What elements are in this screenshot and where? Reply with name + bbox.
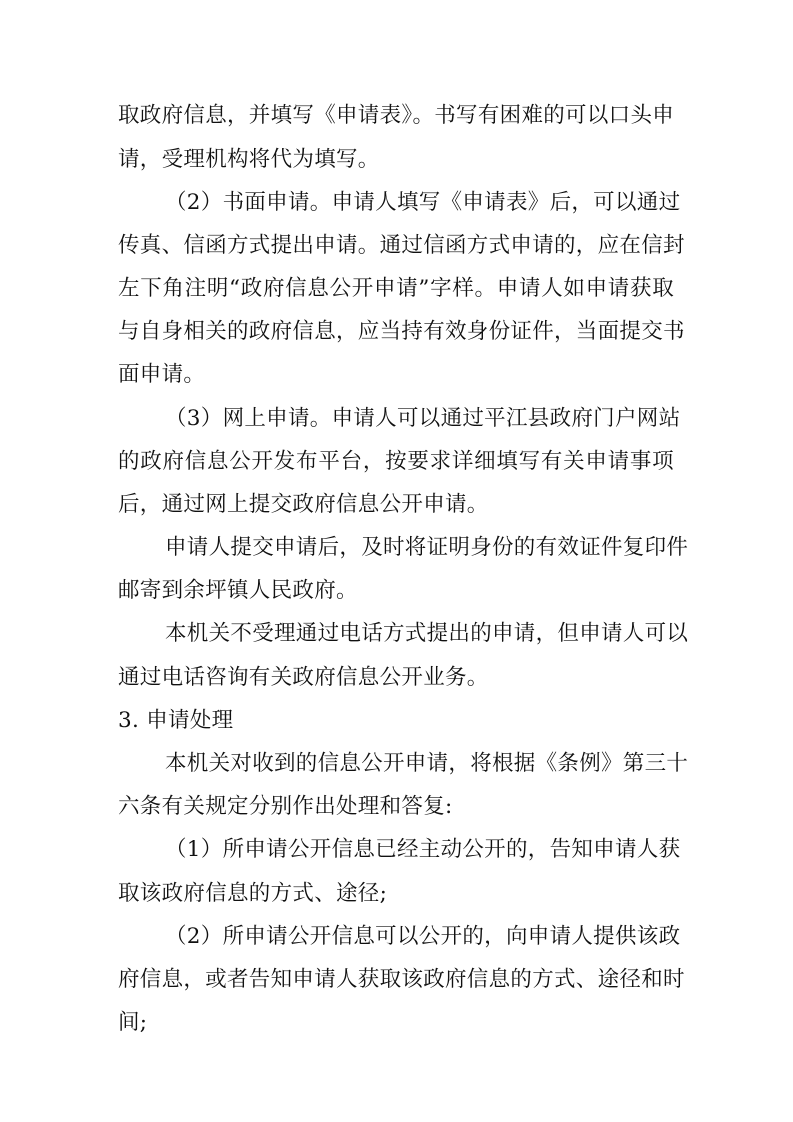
text-line: 邮寄到余坪镇人民政府。: [118, 578, 358, 603]
text-line: （1）所申请公开信息已经主动公开的，告知申请人获: [165, 837, 681, 862]
text-line: （3）网上申请。申请人可以通过平江县政府门户网站: [165, 406, 681, 431]
text-line: （2）书面申请。申请人填写《申请表》后，可以通过: [165, 190, 681, 215]
text-line: 取政府信息，并填写《申请表》。书写有困难的可以口头申: [118, 103, 675, 128]
text-line: 六条有关规定分别作出处理和答复:: [118, 794, 453, 819]
text-line: 间;: [118, 1010, 148, 1035]
text-line: （2）所申请公开信息可以公开的，向申请人提供该政: [165, 924, 681, 949]
text-line: 本机关对收到的信息公开申请，将根据《条例》第三十: [165, 751, 689, 776]
text-line: 与自身相关的政府信息，应当持有效身份证件，当面提交书: [118, 319, 685, 344]
section-heading: 3. 申请处理: [118, 708, 234, 733]
text-line: 本机关不受理通过电话方式提出的申请，但申请人可以: [165, 621, 689, 646]
text-line: 府信息，或者告知申请人获取该政府信息的方式、途径和时: [118, 967, 685, 992]
text-line: 通过电话咨询有关政府信息公开业务。: [118, 665, 489, 690]
text-line: 左下角注明“政府信息公开申请”字样。申请人如申请获取: [118, 276, 674, 301]
text-line: 面申请。: [118, 362, 206, 387]
text-line: 取该政府信息的方式、途径;: [118, 881, 388, 906]
text-line: 传真、信函方式提出申请。通过信函方式申请的，应在信封: [118, 233, 685, 258]
text-line: 后，通过网上提交政府信息公开申请。: [118, 492, 489, 517]
text-line: 请，受理机构将代为填写。: [118, 147, 380, 172]
text-line: 申请人提交申请后，及时将证明身份的有效证件复印件: [165, 535, 689, 560]
text-line: 的政府信息公开发布平台，按要求详细填写有关申请事项: [118, 449, 674, 474]
